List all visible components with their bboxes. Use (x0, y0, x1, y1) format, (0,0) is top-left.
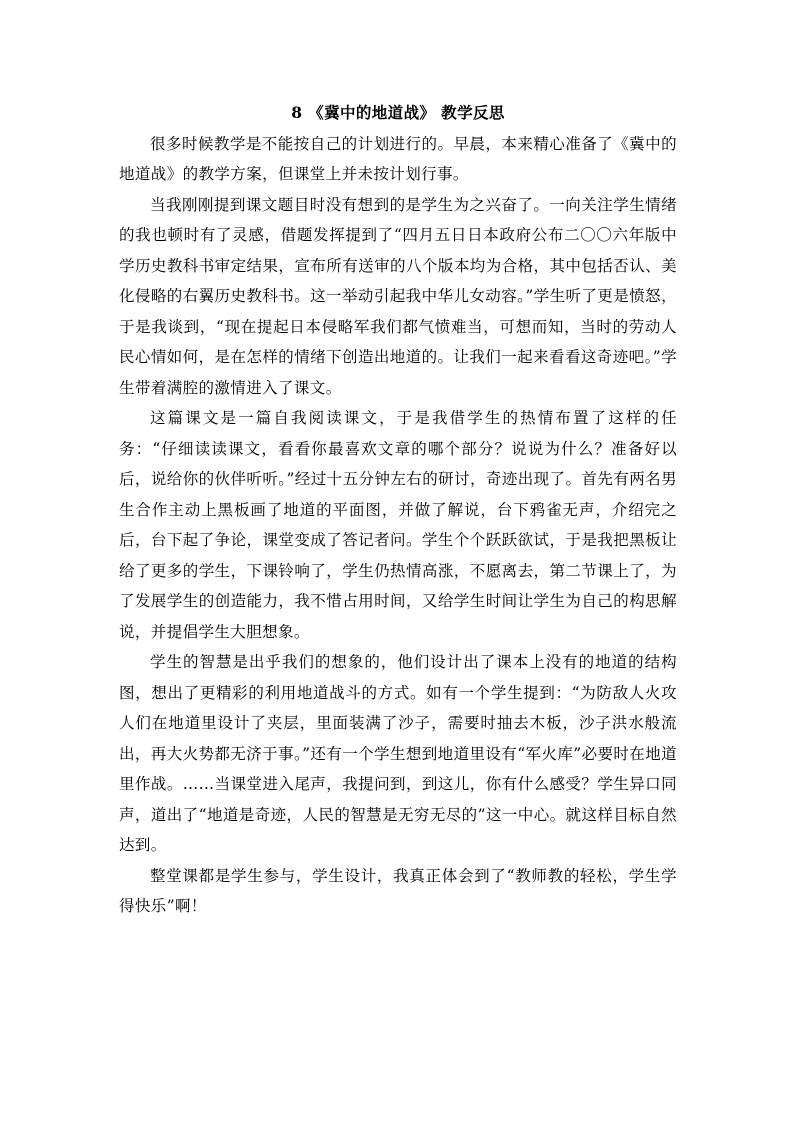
document-body (119, 98, 677, 922)
document-title: 8 《冀中的地道战》 教学反思 (291, 103, 505, 122)
paragraph-4: 学生的智慧是出乎我们的想象的，他们设计出了课本上没有的地道的结构图，想出了更精彩的利用地道战斗的方式。如有一个学生提到：“为防敌人火攻人们在地道里设计了夹层，里面装满了沙子，需要时抽去木板，沙子洪水般流出，再大火势都无济于事。”还有一个学生想到地道里设有“军火库”必要时在地道里作战。……当课堂进入尾声，我提问到，到这儿，你有什么感受？学生异口同声，道出了“地道是奇迹，人民的智慧是无穷无尽的”这一中心。就这样目标自然达到。 (119, 653, 677, 854)
paragraph-2: 当我刚刚提到课文题目时没有想到的是学生为之兴奋了。一向关注学生情绪的我也顿时有了灵感，借题发挥提到了“四月五日日本政府公布二〇〇六年版中学历史教科书审定结果，宣布所有送审的八个版本均为合格，其中包括否认、美化侵略的右翼历史教科书。这一举动引起我中华儿女动容。”学生听了更是愤怒，于是我谈到，“现在提起日本侵略军我们都气愤难当，可想而知，当时的劳动人民心情如何，是在怎样的情绪下创造出地道的。让我们一起来看看这奇迹吧。”学生带着满腔的激情进入了课文。 (119, 195, 677, 397)
paragraph-3: 这篇课文是一篇自我阅读课文，于是我借学生的热情布置了这样的任务：“仔细读读课文，看看你最喜欢文章的哪个部分？说说为什么？准备好以后，说给你的伙伴听听。”经过十五分钟左右的研讨，奇迹出现了。首先有两名男生合作主动上黑板画了地道的平面图，并做了解说，台下鸦雀无声，介绍完之后，台下起了争论，课堂变成了答记者问。学生个个跃跃欲试，于是我把黑板让给了更多的学生，下课铃响了，学生仍热情高涨，不愿离去，第二节课上了，为了发展学生的创造能力，我不惜占用时间，又给学生时间让学生为自己的构思解说，并提倡学生大胆想象。 (119, 409, 677, 641)
paragraph-1: 很多时候教学是不能按自己的计划进行的。早晨，本来精心准备了《冀中的地道战》的教学方案，但课堂上并未按计划行事。 (119, 134, 677, 183)
paragraph-5: 整堂课都是学生参与，学生设计，我真正体会到了“教师教的轻松，学生学得快乐”啊！ (119, 866, 677, 915)
